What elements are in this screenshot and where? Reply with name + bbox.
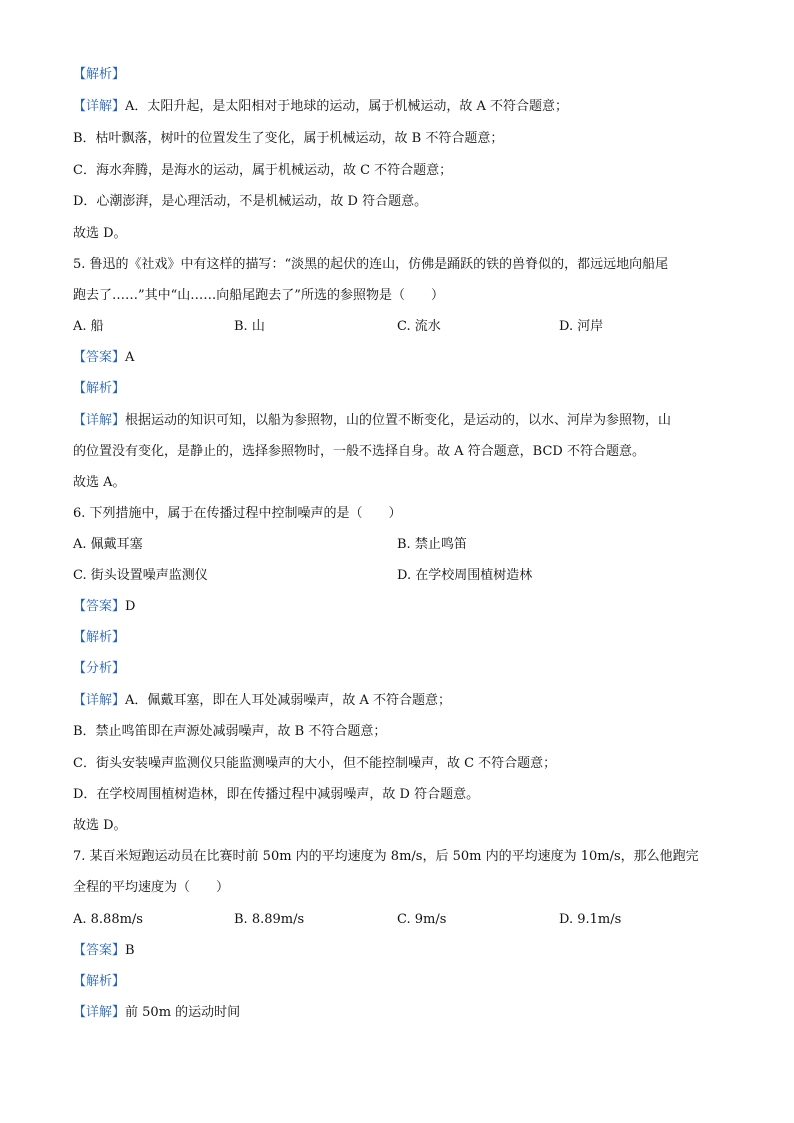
q7-detail: 【详解】前 50m 的运动时间 (73, 1005, 241, 1020)
q5-detail: 【详解】根据运动的知识可知，以船为参照物，山的位置不断变化，是运动的，以水、河岸为参照物，山 (73, 413, 672, 428)
q5-stem: 跑去了……”其中“山……向船尾跑去了”所选的参照物是（ ） (73, 288, 444, 303)
detail-line: 【详解】A．太阳升起，是太阳相对于地球的运动，属于机械运动，故 A 不符合题意； (73, 99, 569, 114)
q6-option-a: A. 佩戴耳塞 (73, 537, 143, 552)
q5-analysis-heading: 【解析】 (73, 381, 126, 396)
detail-line: B．枯叶飘落，树叶的位置发生了变化，属于机械运动，故 B 不符合题意； (73, 131, 504, 146)
q6-answer: 【答案】D (73, 599, 136, 614)
q6-option-c: C. 街头设置噪声监测仪 (73, 568, 208, 583)
q7-option-b: B. 8.89m/s (234, 912, 305, 927)
q6-analysis-heading: 【解析】 (73, 630, 126, 645)
analysis-heading: 【解析】 (73, 67, 126, 82)
q5-stem: 5. 鲁迅的《社戏》中有这样的描写：“淡黑的起伏的连山，仿佛是踊跃的铁的兽脊似的，都远远地向船尾 (73, 257, 669, 272)
q7-stem: 7. 某百米短跑运动员在比赛时前 50m 内的平均速度为 8m/s，后 50m 内的平均速度为 10m/s，那么他跑完 (73, 849, 699, 864)
q6-option-b: B. 禁止鸣笛 (397, 537, 467, 552)
q7-answer: 【答案】B (73, 943, 135, 958)
q7-option-c: C. 9m/s (397, 912, 447, 927)
q7-stem: 全程的平均速度为（ ） (73, 880, 230, 895)
q6-option-d: D. 在学校周围植树造林 (397, 568, 533, 583)
detail-line: D．心潮澎湃，是心理活动，不是机械运动，故 D 符合题意。 (73, 194, 428, 209)
q6-stem: 6. 下列措施中，属于在传播过程中控制噪声的是（ ） (73, 506, 402, 521)
q5-conclusion: 故选 A。 (73, 475, 126, 490)
q7-option-d: D. 9.1m/s (559, 912, 622, 927)
conclusion-line: 故选 D。 (73, 226, 127, 241)
q5-answer: 【答案】A (73, 350, 135, 365)
q6-detail: 【详解】A．佩戴耳塞，即在人耳处减弱噪声，故 A 不符合题意； (73, 693, 452, 708)
q6-conclusion: 故选 D。 (73, 818, 127, 833)
detail-line: C．海水奔腾，是海水的运动，属于机械运动，故 C 不符合题意； (73, 163, 453, 178)
q6-detail: C．街头安装噪声监测仪只能监测噪声的大小，但不能控制噪声，故 C 不符合题意； (73, 756, 557, 771)
q5-option-d: D. 河岸 (559, 319, 604, 334)
q5-option-a: A. 船 (73, 319, 104, 334)
q6-detail: D．在学校周围植树造林，即在传播过程中减弱噪声，故 D 符合题意。 (73, 787, 480, 802)
q6-detail: B．禁止鸣笛即在声源处减弱噪声，故 B 不符合题意； (73, 724, 387, 739)
q5-detail: 的位置没有变化，是静止的，选择参照物时，一般不选择自身。故 A 符合题意，BCD 不符合题意。 (73, 444, 645, 459)
q5-option-c: C. 流水 (397, 319, 441, 334)
q5-option-b: B. 山 (234, 319, 265, 334)
q7-option-a: A. 8.88m/s (73, 912, 143, 927)
q7-analysis-heading: 【解析】 (73, 974, 126, 989)
q6-fenxi-heading: 【分析】 (73, 661, 126, 676)
